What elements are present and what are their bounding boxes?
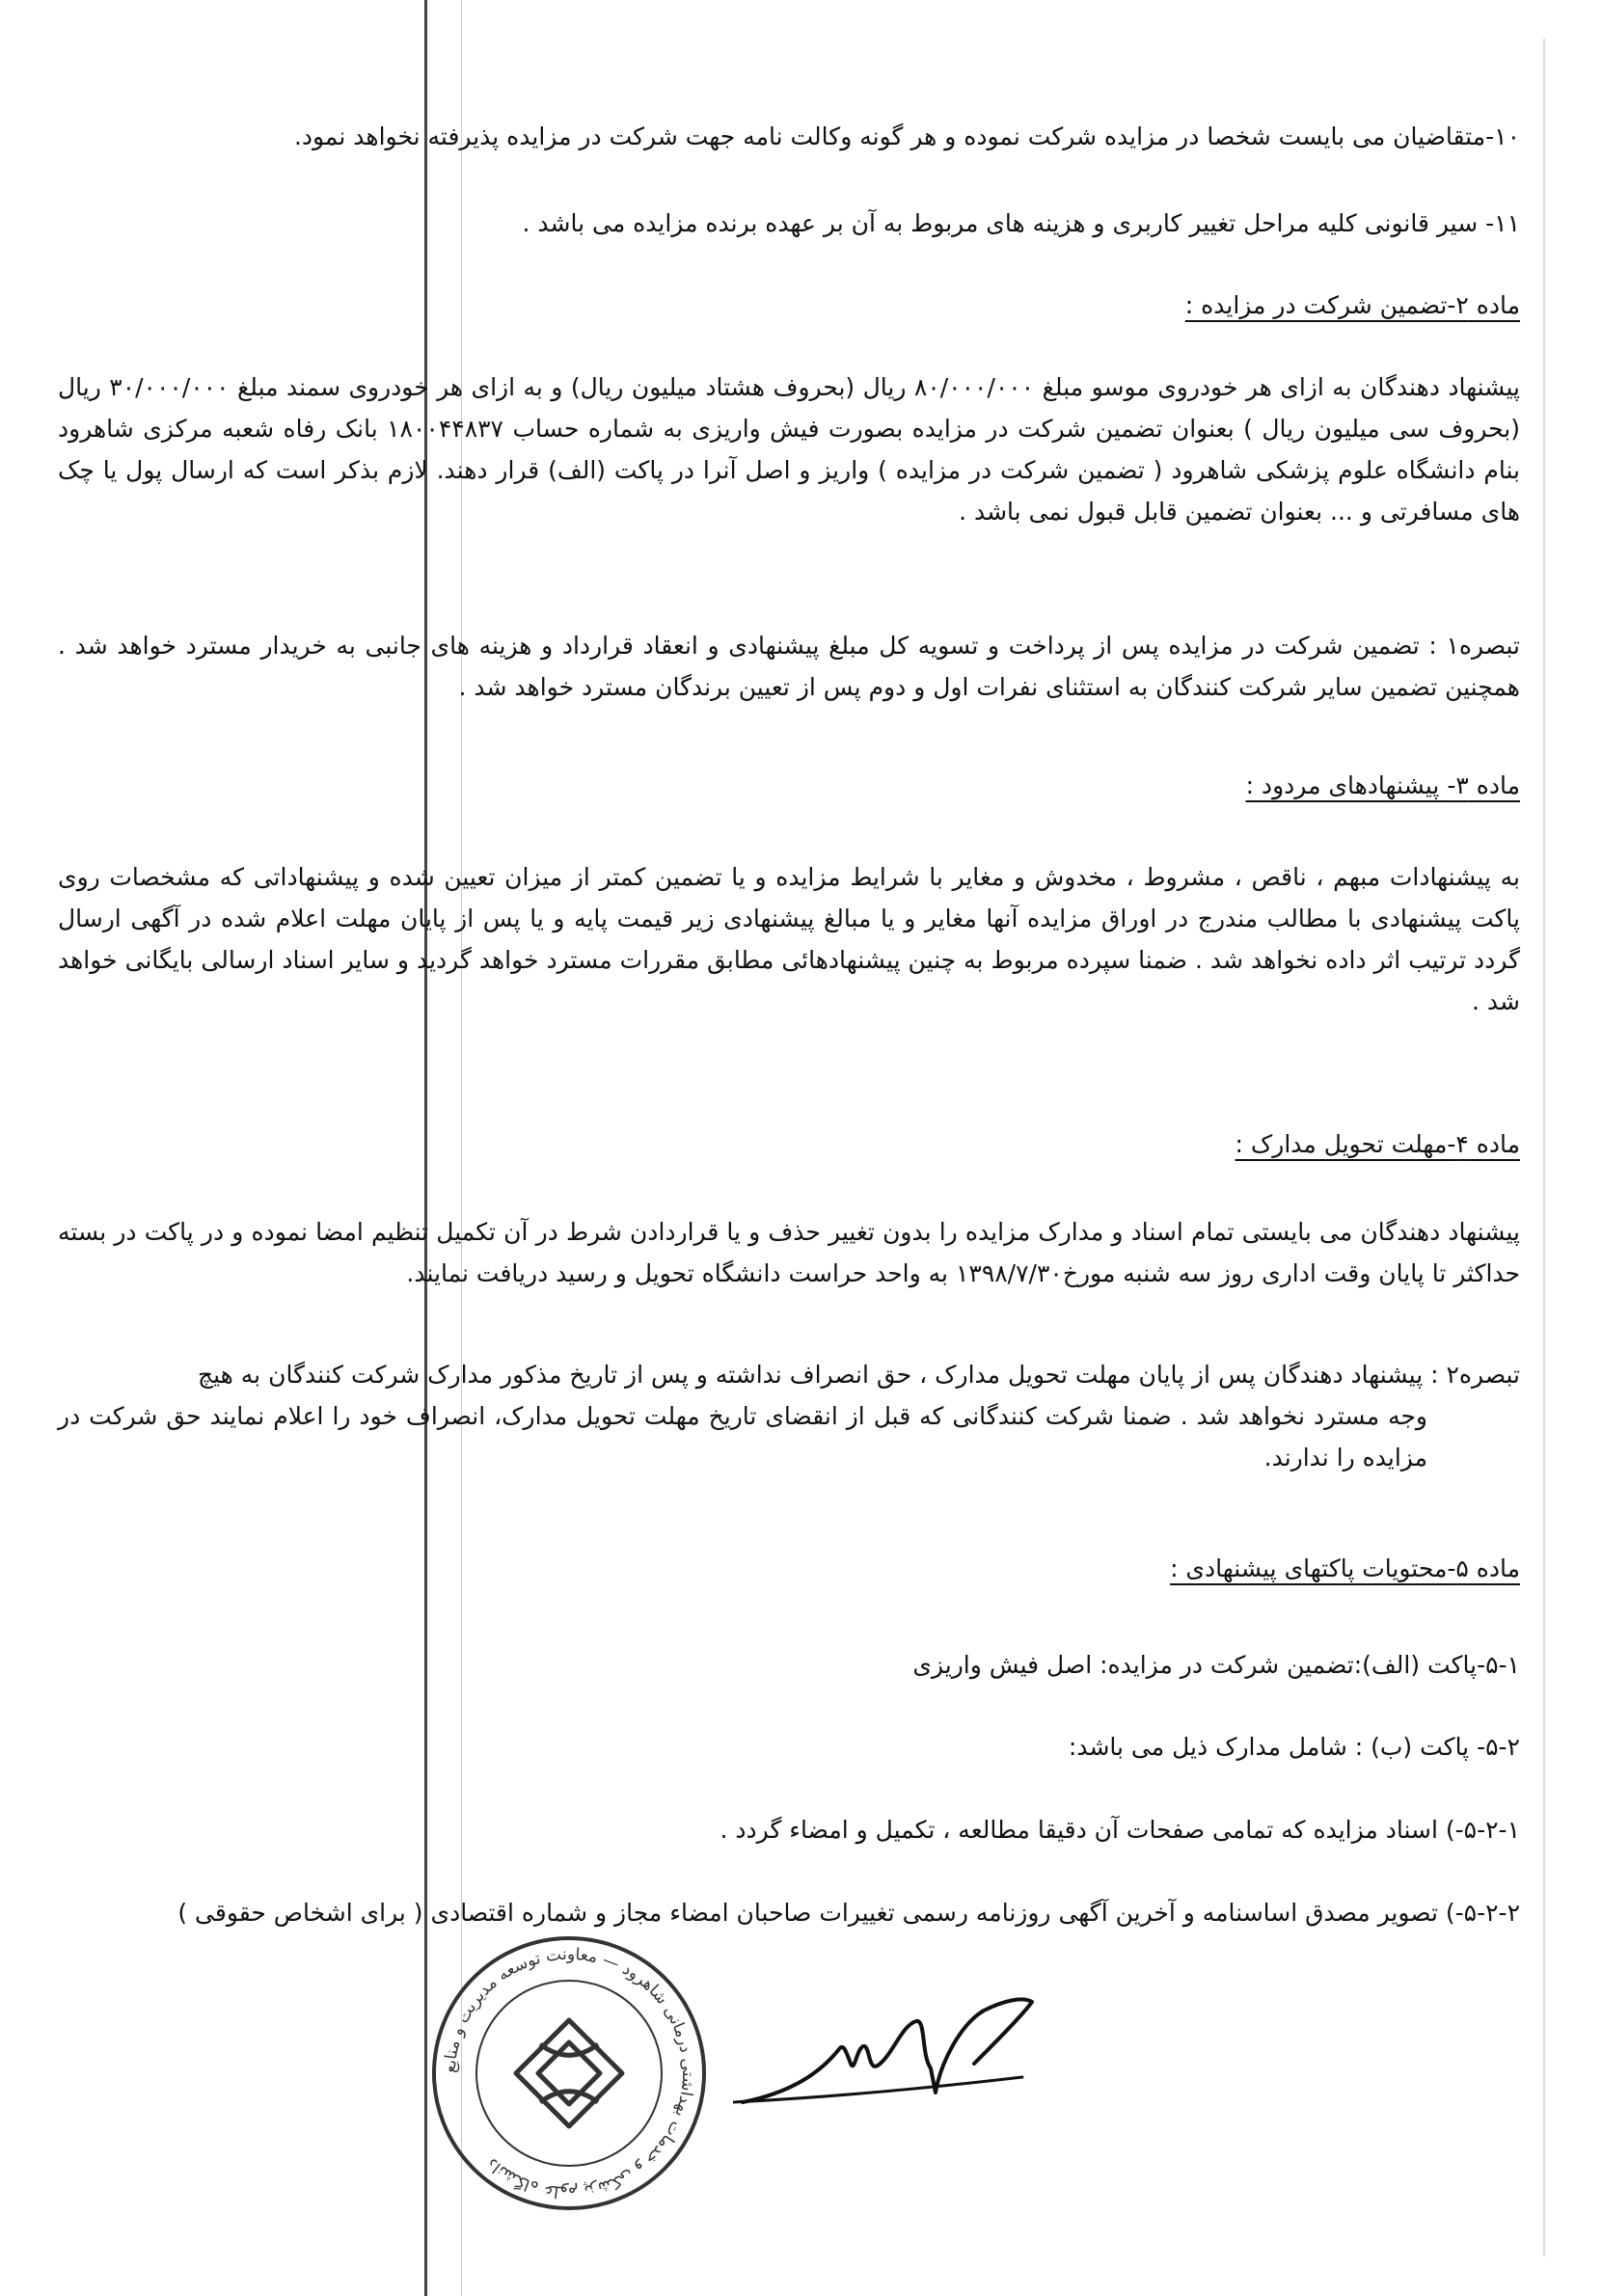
stamp-ring-text: دانشگاه علوم پزشکی و خدمات بهداشتی درمانی شاهرود — معاونت توسعه مدیریت و منابع: [440, 1944, 698, 2202]
article-2-body: پیشنهاد دهندگان به ازای هر خودروی موسو مبلغ ۸۰/۰۰۰/۰۰۰ ریال (بحروف هشتاد میلیون ریال) و به ازای هر خودروی سمند مبلغ ۳۰/۰۰۰/۰۰۰ ریال (بحروف سی میلیون ریال ) بعنوان تضمین شرکت در مزایده بصورت فیش واریزی به شماره حساب ۱۸۰۰۴۴۸۳۷ بانک رفاه شعبه مرکزی شاهرود بنام دانشگاه علوم پزشکی شاهرود ( تضمین شرکت در مزایده ) واریز و اصل آنرا در پاکت (الف) قرار دهند. لازم بذکر است که ارسال پول یا چک های مسافرتی و ... بعنوان تضمین قابل قبول نمی باشد .: [58, 373, 1520, 526]
scan-line: [1543, 39, 1545, 2256]
article-5-item-2-1: ۵-۲-۱-) اسناد مزایده که تمامی صفحات آن دقیقا مطالعه ، تکمیل و امضاء گردد .: [720, 1816, 1520, 1844]
article-5-item-2: ۵-۲- پاکت (ب) : شامل مدارک ذیل می باشد:: [1068, 1733, 1520, 1761]
article-5-item-2-2: ۵-۲-۲-) تصویر مصدق اساسنامه و آخرین آگهی روزنامه رسمی تغییرات صاحبان امضاء مجاز و شماره اقتصادی ( برای اشخاص حقوقی ): [177, 1899, 1520, 1927]
article-3-heading: ماده ۳- پیشنهادهای مردود :: [1245, 771, 1520, 799]
article-4-body: پیشنهاد دهندگان می بایستی تمام اسناد و مدارک مزایده را بدون تغییر حذف و یا قراردادن شرط در آن تکمیل تنظیم امضا نموده و در پاکت در بسته حداکثر تا پایان وقت اداری روز سه شنبه مورخ۱۳۹۸/۷/۳۰ به واحد حراست دانشگاه تحویل و رسید دریافت نمایند.: [58, 1218, 1520, 1287]
article-3-body: به پیشنهادات مبهم ، ناقص ، مشروط ، مخدوش و مغایر با شرایط مزایده و یا تضمین کمتر از میزان تعیین شده و پیشنهاداتی که مشخصات روی پاکت پیشنهادی با مطالب مندرج در اوراق مزایده آنها مغایر و یا مبالغ پیشنهادی زیر قیمت پایه و یا پس از پایان مهلت اعلام شده در آگهی ارسال گردد ترتیب اثر داده نخواهد شد . ضمنا سپرده مربوط به چنین پیشنهادهائی مطابق مقررات مسترد خواهد گردید و سایر اسناد ارسالی بایگانی خواهد شد .: [58, 863, 1520, 1015]
article-2-note-1: تبصره۱ : تضمین شرکت در مزایده پس از پرداخت و تسویه کل مبلغ پیشنهادی و انعقاد قرارداد و هزینه های جانبی به خریدار مسترد خواهد شد . همچنین تضمین سایر شرکت کنندگان به استثنای نفرات اول و دوم پس از تعیین برندگان مسترد خواهد شد .: [58, 632, 1520, 701]
clause-10: ۱۰-متقاضیان می بایست شخصا در مزایده شرکت نموده و هر گونه وکالت نامه جهت شرکت در مزایده پذیرفته نخواهد نمود.: [293, 122, 1520, 150]
article-5-item-1: ۵-۱-پاکت (الف):تضمین شرکت در مزایده: اصل فیش واریزی: [912, 1651, 1520, 1679]
article-2-heading: ماده ۲-تضمین شرکت در مزایده :: [1184, 291, 1520, 319]
svg-text:دانشگاه علوم پزشکی و خدمات بهد: [441, 1945, 697, 2201]
stamp-emblem-icon: [516, 2020, 622, 2126]
clause-11: ۱۱- سیر قانونی کلیه مراحل تغییر کاربری و هزینه های مربوط به آن بر عهده برنده مزایده می باشد .: [522, 209, 1520, 237]
article-4-heading: ماده ۴-مهلت تحویل مدارک :: [1235, 1130, 1520, 1158]
article-4-note-2-rest: وجه مسترد نخواهد شد . ضمنا شرکت کنندگانی که قبل از انقضای تاریخ مهلت تحویل مدارک، انصراف خود را اعلام نمایند حق شرکت در مزایده را ندارند.: [58, 1402, 1427, 1472]
article-5-heading: ماده ۵-محتویات پاکتهای پیشنهادی :: [1170, 1554, 1520, 1582]
university-stamp: [424, 1929, 714, 2218]
article-4-note-2-first-line: تبصره۲ : پیشنهاد دهندگان پس از پایان مهلت تحویل مدارک ، حق انصراف نداشته و پس از تاریخ مذکور مدارک شرکت کنندگان به هیچ: [197, 1361, 1520, 1389]
signature: [733, 1958, 1042, 2150]
